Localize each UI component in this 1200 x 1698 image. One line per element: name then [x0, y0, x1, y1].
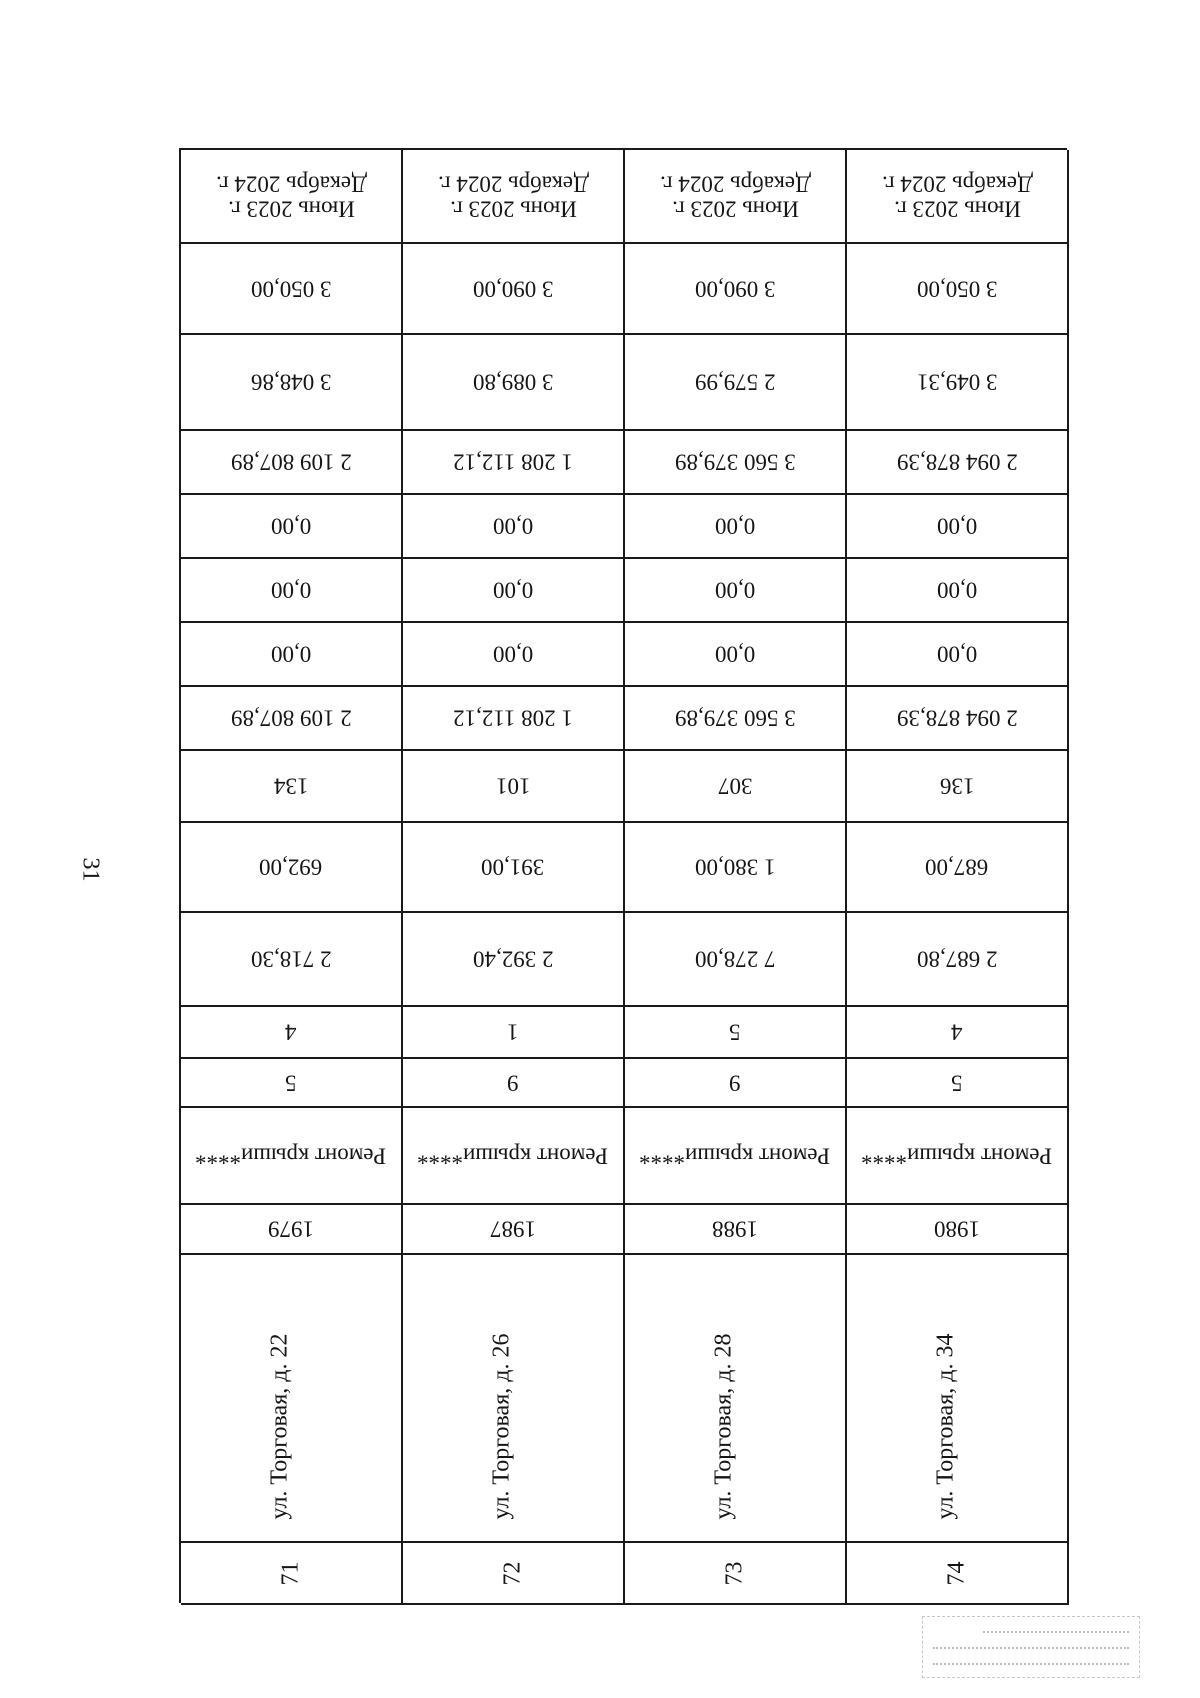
entrances: 4	[951, 1019, 963, 1045]
fund-a-cell	[181, 623, 403, 687]
residents: 307	[717, 773, 753, 799]
address: ул. Торговая, д. 34	[932, 1333, 959, 1519]
faint-stamp	[922, 1616, 1140, 1678]
repair-area: 692,00	[259, 854, 323, 880]
area-cell	[625, 913, 847, 1007]
fund-b-cell	[847, 559, 1069, 623]
work-type: Ремонт крыши****	[195, 1143, 387, 1169]
cost-total-cell	[403, 687, 625, 751]
row-number-cell	[847, 1543, 1069, 1605]
row-number-cell	[625, 1543, 847, 1605]
address: ул. Торговая, д. 22	[266, 1333, 293, 1519]
entrances-cell	[625, 1007, 847, 1059]
repair-area-cell	[403, 823, 625, 913]
area: 7 278,00	[694, 946, 776, 972]
period-start: Июнь 2023 г.	[449, 196, 577, 222]
fund-a-cell	[847, 623, 1069, 687]
cost-total: 2 094 878,39	[896, 705, 1018, 731]
fund-a: 0,00	[270, 641, 312, 667]
year: 1979	[268, 1216, 314, 1242]
table-row	[403, 150, 625, 1603]
area: 2 718,30	[250, 946, 332, 972]
area: 2 392,40	[472, 946, 554, 972]
period-end: Декабрь 2024 г.	[881, 171, 1033, 196]
year: 1987	[490, 1216, 536, 1242]
floors: 9	[729, 1070, 741, 1096]
fund-a: 0,00	[714, 641, 756, 667]
stamp-line	[983, 1628, 1129, 1633]
stamp-line	[933, 1660, 1129, 1665]
address-cell	[403, 1255, 625, 1543]
row-number: 71	[277, 1561, 304, 1585]
fund-a-cell	[625, 623, 847, 687]
fund-b: 0,00	[492, 577, 534, 603]
fund-c: 0,00	[714, 513, 756, 539]
works-table	[179, 148, 1067, 1603]
year-cell	[403, 1205, 625, 1255]
fund-a-cell	[403, 623, 625, 687]
fund-c-cell	[847, 495, 1069, 559]
unit-limit-cell	[847, 244, 1069, 335]
cost-total-cell	[847, 687, 1069, 751]
residents-cell	[847, 751, 1069, 823]
work-type: Ремонт крыши****	[417, 1143, 609, 1169]
residents-cell	[181, 751, 403, 823]
year-cell	[625, 1205, 847, 1255]
unit-limit-cell	[403, 244, 625, 335]
row-number: 74	[943, 1561, 970, 1585]
work-type-cell	[625, 1108, 847, 1205]
unit-cost: 3 048,86	[250, 369, 332, 395]
row-number-cell	[181, 1543, 403, 1605]
cost-total-cell	[625, 687, 847, 751]
work-type-cell	[403, 1108, 625, 1205]
repair-area-cell	[847, 823, 1069, 913]
year: 1988	[712, 1216, 758, 1242]
cost-owners-cell	[847, 431, 1069, 495]
work-type-cell	[847, 1108, 1069, 1205]
cost-total: 2 109 807,89	[230, 705, 352, 731]
area-cell	[181, 913, 403, 1007]
fund-c-cell	[625, 495, 847, 559]
repair-area: 391,00	[481, 854, 545, 880]
cost-owners: 2 094 878,39	[896, 449, 1018, 475]
area-cell	[847, 913, 1069, 1007]
address-cell	[181, 1255, 403, 1543]
cost-owners-cell	[403, 431, 625, 495]
cost-owners: 1 208 112,12	[453, 449, 573, 475]
period-cell	[181, 150, 403, 244]
floors-cell	[847, 1059, 1069, 1108]
period-cell	[847, 150, 1069, 244]
unit-limit-cell	[625, 244, 847, 335]
page-number: 31	[77, 857, 104, 882]
fund-b: 0,00	[936, 577, 978, 603]
period-cell	[403, 150, 625, 244]
table-row	[625, 150, 847, 1603]
address-cell	[847, 1255, 1069, 1543]
entrances: 5	[729, 1019, 741, 1045]
period-text	[438, 171, 589, 222]
cost-owners-cell	[181, 431, 403, 495]
repair-area: 687,00	[925, 854, 989, 880]
unit-cost-cell	[625, 335, 847, 431]
fund-c-cell	[181, 495, 403, 559]
area-cell	[403, 913, 625, 1007]
repair-area-cell	[181, 823, 403, 913]
unit-cost: 3 049,31	[916, 369, 998, 395]
address: ул. Торговая, д. 28	[710, 1333, 737, 1519]
unit-limit: 3 050,00	[250, 276, 332, 302]
fund-c: 0,00	[936, 513, 978, 539]
unit-limit: 3 090,00	[472, 276, 554, 302]
unit-cost: 3 089,80	[472, 369, 554, 395]
fund-c: 0,00	[270, 513, 312, 539]
floors-cell	[403, 1059, 625, 1108]
row-number: 73	[721, 1561, 748, 1585]
cost-owners: 2 109 807,89	[230, 449, 352, 475]
residents: 101	[495, 773, 531, 799]
repair-area-cell	[625, 823, 847, 913]
residents-cell	[625, 751, 847, 823]
residents-cell	[403, 751, 625, 823]
fund-a: 0,00	[492, 641, 534, 667]
unit-cost-cell	[847, 335, 1069, 431]
year-cell	[847, 1205, 1069, 1255]
entrances-cell	[847, 1007, 1069, 1059]
cost-total-cell	[181, 687, 403, 751]
floors: 5	[951, 1070, 963, 1096]
residents: 134	[273, 773, 309, 799]
cost-total: 3 560 379,89	[674, 705, 796, 731]
unit-cost-cell	[181, 335, 403, 431]
period-start: Июнь 2023 г.	[893, 196, 1021, 222]
period-start: Июнь 2023 г.	[227, 196, 355, 222]
row-number: 72	[499, 1561, 526, 1585]
period-end: Декабрь 2024 г.	[659, 171, 811, 196]
entrances: 4	[285, 1019, 297, 1045]
work-type-cell	[181, 1108, 403, 1205]
residents: 136	[939, 773, 975, 799]
area: 2 687,80	[916, 946, 998, 972]
cost-total: 1 208 112,12	[453, 705, 573, 731]
work-type: Ремонт крыши****	[639, 1143, 831, 1169]
fund-c: 0,00	[492, 513, 534, 539]
address: ул. Торговая, д. 26	[488, 1333, 515, 1519]
unit-limit-cell	[181, 244, 403, 335]
floors: 5	[285, 1070, 297, 1096]
address-cell	[625, 1255, 847, 1543]
fund-b: 0,00	[270, 577, 312, 603]
row-number-cell	[403, 1543, 625, 1605]
fund-b-cell	[181, 559, 403, 623]
repair-area: 1 380,00	[694, 854, 776, 880]
period-end: Декабрь 2024 г.	[215, 171, 367, 196]
floors-cell	[181, 1059, 403, 1108]
floors: 9	[507, 1070, 519, 1096]
unit-cost: 2 579,99	[694, 369, 776, 395]
fund-b: 0,00	[714, 577, 756, 603]
table-row	[847, 150, 1069, 1603]
fund-c-cell	[403, 495, 625, 559]
unit-limit: 3 090,00	[694, 276, 776, 302]
entrances-cell	[403, 1007, 625, 1059]
period-end: Декабрь 2024 г.	[437, 171, 589, 196]
period-text	[882, 171, 1033, 222]
fund-b-cell	[625, 559, 847, 623]
period-start: Июнь 2023 г.	[671, 196, 799, 222]
stamp-line	[933, 1644, 1129, 1649]
unit-limit: 3 050,00	[916, 276, 998, 302]
fund-a: 0,00	[936, 641, 978, 667]
work-type: Ремонт крыши****	[861, 1143, 1053, 1169]
fund-b-cell	[403, 559, 625, 623]
floors-cell	[625, 1059, 847, 1108]
entrances: 1	[507, 1019, 519, 1045]
entrances-cell	[181, 1007, 403, 1059]
year: 1980	[934, 1216, 980, 1242]
table-row	[181, 150, 403, 1603]
unit-cost-cell	[403, 335, 625, 431]
cost-owners-cell	[625, 431, 847, 495]
cost-owners: 3 560 379,89	[674, 449, 796, 475]
period-text	[660, 171, 811, 222]
period-cell	[625, 150, 847, 244]
year-cell	[181, 1205, 403, 1255]
period-text	[216, 171, 367, 222]
